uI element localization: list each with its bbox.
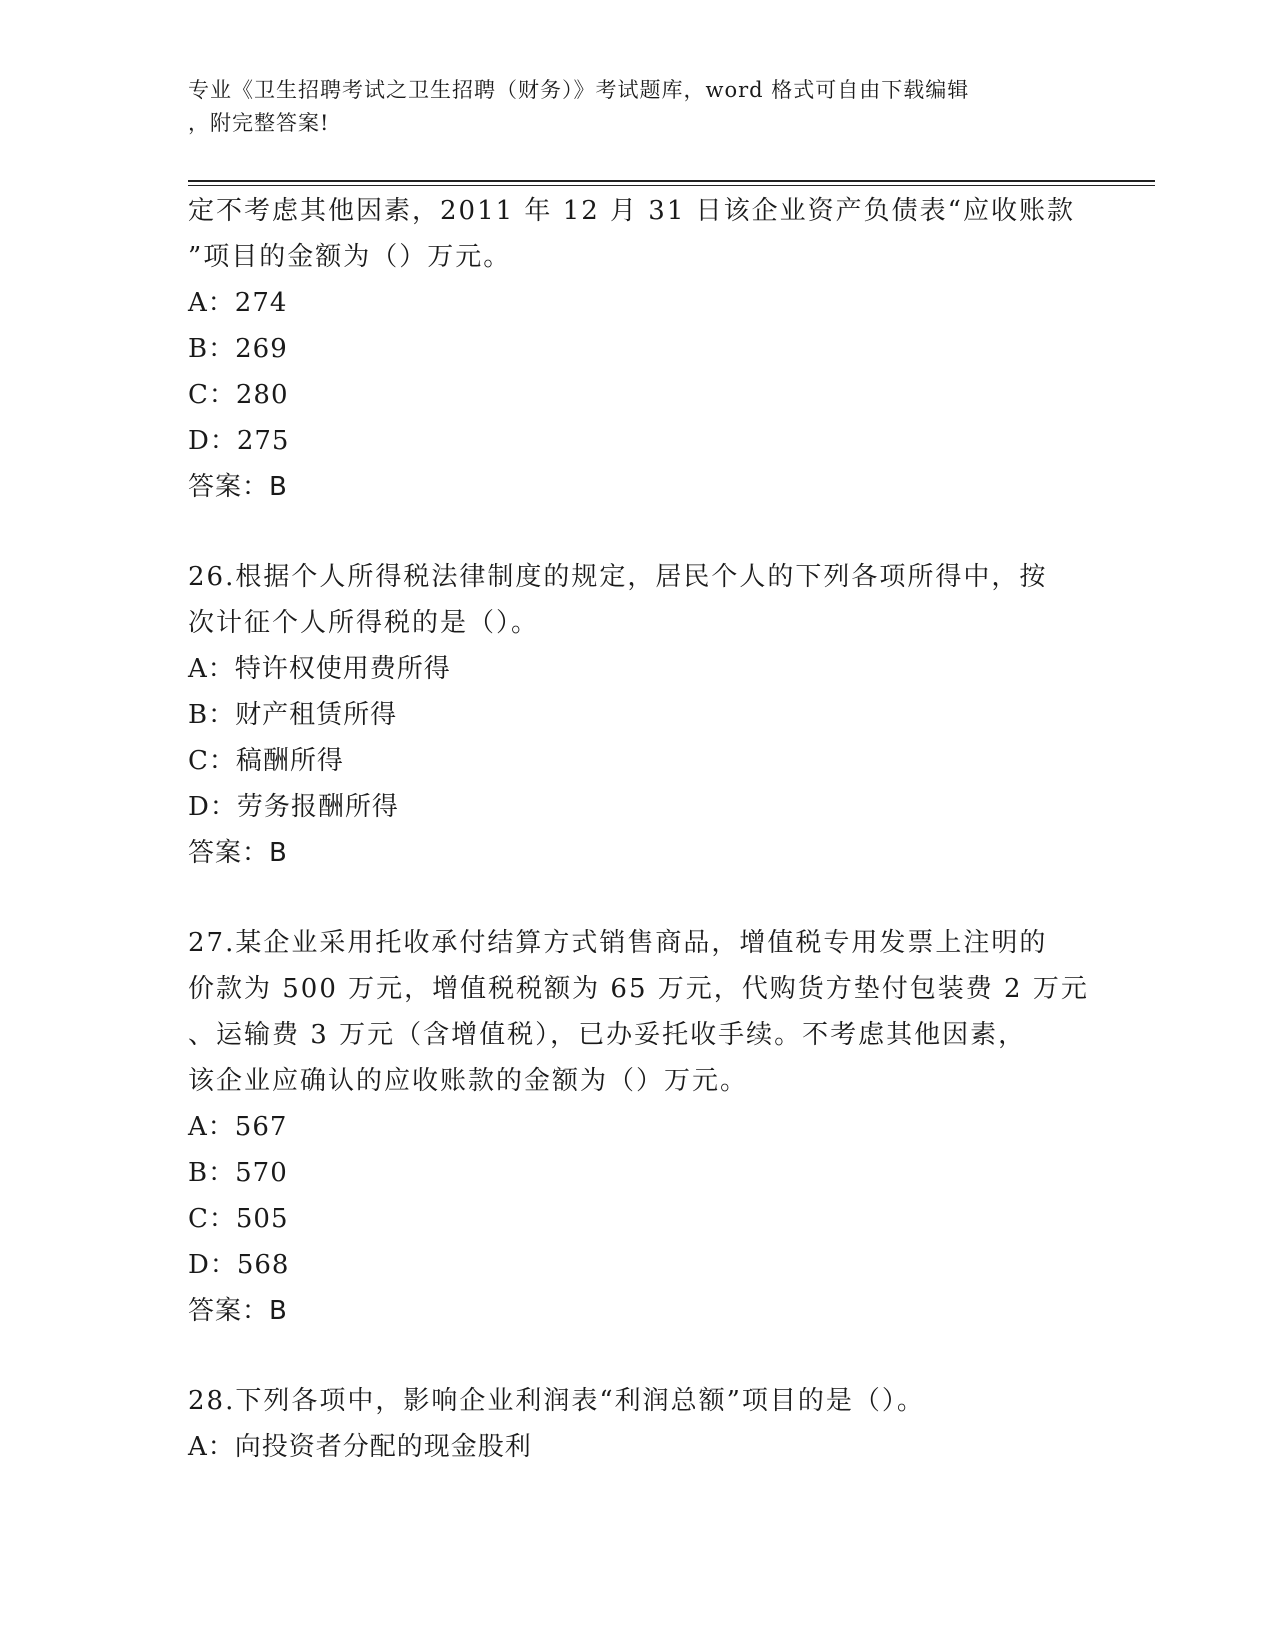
header-divider-thin bbox=[188, 185, 1155, 186]
question-stem-line: 28.下列各项中，影响企业利润表“利润总额”项目的是（）。 bbox=[188, 1386, 925, 1416]
header-divider-thick bbox=[188, 180, 1155, 182]
question-28 bbox=[188, 1378, 1088, 1470]
option-c: C：280 bbox=[188, 380, 289, 410]
answer: 答案：B bbox=[188, 838, 288, 868]
option-b: B：269 bbox=[188, 334, 288, 364]
header-title-line-continued: ，附完整答案! bbox=[188, 111, 330, 135]
answer: 答案：B bbox=[188, 1296, 288, 1326]
option-a: A：567 bbox=[188, 1112, 288, 1142]
option-d: D：275 bbox=[188, 426, 290, 456]
option-b: B：财产租赁所得 bbox=[188, 700, 398, 730]
header-title-line: 专业《卫生招聘考试之卫生招聘（财务）》考试题库，word 格式可自由下载编辑 bbox=[188, 78, 970, 102]
question-spacer bbox=[188, 876, 1088, 920]
question-stem-line: 次计征个人所得税的是（）。 bbox=[188, 608, 540, 638]
question-list bbox=[188, 188, 1088, 1470]
option-c: C：稿酬所得 bbox=[188, 746, 344, 776]
option-a: A：特许权使用费所得 bbox=[188, 654, 451, 684]
question-stem-line: 27.某企业采用托收承付结算方式销售商品，增值税专用发票上注明的 bbox=[188, 928, 1048, 958]
question-26 bbox=[188, 554, 1088, 876]
question-stem-line: 该企业应确认的应收账款的金额为（）万元。 bbox=[188, 1066, 749, 1096]
option-d: D：劳务报酬所得 bbox=[188, 792, 399, 822]
question-27 bbox=[188, 920, 1088, 1334]
question-stem-line: 26.根据个人所得税法律制度的规定，居民个人的下列各项所得中，按 bbox=[188, 562, 1048, 592]
question-stem-line: 价款为 500 万元，增值税税额为 65 万元，代购货方垫付包装费 2 万元 bbox=[188, 974, 1089, 1004]
question-spacer bbox=[188, 510, 1088, 554]
option-d: D：568 bbox=[188, 1250, 290, 1280]
question-stem-line: 定不考虑其他因素，2011 年 12 月 31 日该企业资产负债表“应收账款 bbox=[188, 196, 1075, 226]
option-a: A：向投资者分配的现金股利 bbox=[188, 1432, 532, 1462]
document-header bbox=[188, 74, 1068, 140]
option-c: C：505 bbox=[188, 1204, 289, 1234]
question-stem-line: 、运输费 3 万元（含增值税），已办妥托收手续。不考虑其他因素， bbox=[188, 1020, 1027, 1050]
question-stem-line: ”项目的金额为（）万元。 bbox=[188, 242, 512, 272]
question-spacer bbox=[188, 1334, 1088, 1378]
option-a: A：274 bbox=[188, 288, 288, 318]
option-b: B：570 bbox=[188, 1158, 288, 1188]
answer: 答案：B bbox=[188, 472, 288, 502]
question-25 bbox=[188, 188, 1088, 510]
